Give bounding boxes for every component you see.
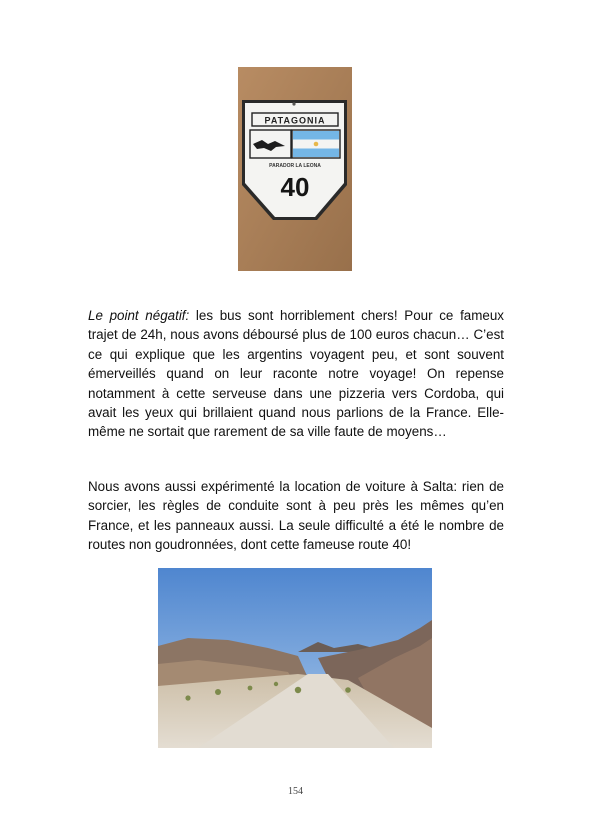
route-40-sign-photo xyxy=(238,67,352,271)
page-number: 154 xyxy=(288,786,303,797)
sign-subtitle-text: PARADOR LA LEONA xyxy=(269,163,321,169)
paragraph-lead: Le point négatif: xyxy=(88,308,190,323)
paragraph-1-text: les bus sont horriblement chers! Pour ce fameux trajet de 24h, nous avons déboursé plus de 100 euros chacun… C’est ce qui explique que les argentins voyagent peu, et sont souvent émerveillés quand on leur raconte notre voyage! On repense notamment à cette serveuse dans une pizzeria vers Cordoba, qui avait les yeux qui brillaient quand nous parlions de la France. Elle-même ne sortait que rarement de sa ville faute de moyens… xyxy=(88,308,504,440)
road-illustration xyxy=(158,568,432,748)
sign-nail xyxy=(292,102,295,105)
dirt-road-photo xyxy=(158,568,432,748)
body-paragraph-1 xyxy=(88,306,504,442)
sign-route-number: 40 xyxy=(280,172,310,202)
argentina-flag xyxy=(292,130,340,158)
body-paragraph-2: Nous avons aussi expérimenté la location de voiture à Salta: rien de sorcier, les règles de conduite sont à peu près les mêmes qu’en France, et les panneaux aussi. La seule difficulté a été le nombre de routes non goudronnées, dont cette fameuse route 40! xyxy=(88,479,504,553)
sign-illustration xyxy=(238,67,352,271)
sign-banner-text: PATAGONIA xyxy=(264,115,326,126)
